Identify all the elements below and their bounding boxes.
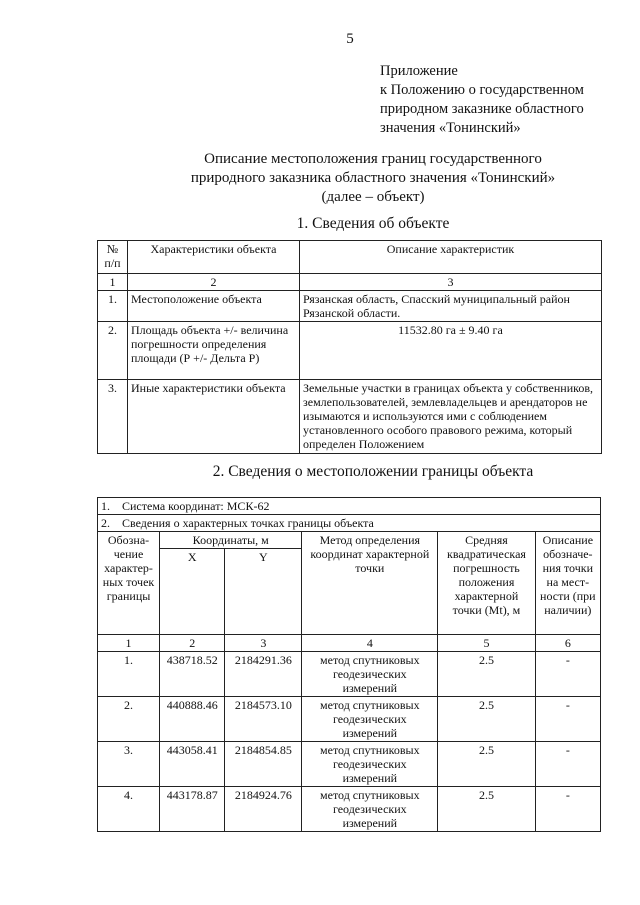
- title-line: природного заказника областного значения «Тонинский»: [190, 170, 556, 186]
- row-number: 2.: [98, 322, 128, 380]
- point-method: метод спутниковых геодезических измерений: [302, 652, 438, 697]
- point-method: метод спутниковых геодезических измерений: [302, 787, 438, 832]
- appendix-header: [380, 62, 584, 138]
- column-number: 6: [535, 635, 600, 652]
- header-coordinates: Координаты, м: [160, 532, 302, 549]
- section1-heading: 1. Сведения об объекте: [296, 215, 450, 232]
- point-y: 2184854.85: [225, 742, 302, 787]
- row-number: 1.: [98, 291, 128, 322]
- coordinate-system: Система координат: МСК-62: [122, 499, 270, 513]
- column-number: 3: [225, 635, 302, 652]
- column-number: 2: [160, 635, 225, 652]
- points-caption: Сведения о характерных точках границы объекта: [122, 516, 374, 530]
- title-line: Описание местоположения границ государственного: [204, 151, 542, 167]
- point-x: 438718.52: [160, 652, 225, 697]
- points-caption-row: [98, 515, 601, 532]
- point-id: 2.: [98, 697, 160, 742]
- header-point-description: Описание обозначе-ния точки на мест-ности (при наличии): [535, 532, 600, 635]
- point-x: 440888.46: [160, 697, 225, 742]
- point-method: метод спутниковых геодезических измерений: [302, 742, 438, 787]
- header-error: Средняя квадратическая погрешность положения характерной точки (Mt), м: [438, 532, 535, 635]
- column-number: 1: [98, 274, 128, 291]
- point-description: -: [535, 697, 600, 742]
- appendix-line: природном заказнике областного: [380, 101, 584, 117]
- appendix-line: к Положению о государственном: [380, 82, 584, 98]
- point-error: 2.5: [438, 652, 535, 697]
- header-method: Метод определения координат характерной точки: [302, 532, 438, 635]
- table-row: [98, 697, 601, 742]
- row-characteristic: Площадь объекта +/- величина погрешности определения площади (Р +/- Дельта Р): [128, 322, 300, 380]
- header-x: X: [160, 549, 225, 635]
- appendix-line: значения «Тонинский»: [380, 120, 521, 136]
- system-number: 1.: [101, 499, 110, 513]
- point-description: -: [535, 787, 600, 832]
- column-number-row: [98, 635, 601, 652]
- table-header-row: [98, 532, 601, 549]
- table-row: [98, 787, 601, 832]
- page-number: 5: [346, 31, 354, 47]
- row-characteristic: Иные характеристики объекта: [128, 380, 300, 454]
- column-number: 5: [438, 635, 535, 652]
- column-number: 2: [128, 274, 300, 291]
- appendix-line: Приложение: [380, 63, 458, 79]
- point-id: 1.: [98, 652, 160, 697]
- title-line: (далее – объект): [321, 189, 425, 205]
- table-row: [98, 742, 601, 787]
- point-error: 2.5: [438, 697, 535, 742]
- table-header-row: [98, 241, 602, 274]
- point-y: 2184291.36: [225, 652, 302, 697]
- point-method: метод спутниковых геодезических измерений: [302, 697, 438, 742]
- document-title: [0, 150, 640, 207]
- section2-heading: 2. Сведения о местоположении границы объекта: [212, 463, 534, 480]
- points-number: 2.: [101, 516, 110, 530]
- boundary-points-table: [97, 497, 601, 832]
- column-number-row: [98, 274, 602, 291]
- table-row: [98, 380, 602, 454]
- column-number: 1: [98, 635, 160, 652]
- point-id: 3.: [98, 742, 160, 787]
- row-characteristic: Местоположение объекта: [128, 291, 300, 322]
- row-number: 3.: [98, 380, 128, 454]
- point-id: 4.: [98, 787, 160, 832]
- row-description: 11532.80 га ± 9.40 га: [300, 322, 602, 380]
- point-error: 2.5: [438, 742, 535, 787]
- point-x: 443058.41: [160, 742, 225, 787]
- point-error: 2.5: [438, 787, 535, 832]
- header-designation: Обозна-чение характер-ных точек границы: [98, 532, 160, 635]
- header-characteristic: Характеристики объекта: [128, 241, 300, 274]
- table-row: [98, 291, 602, 322]
- header-num: № п/п: [98, 241, 128, 274]
- point-description: -: [535, 652, 600, 697]
- row-description: Рязанская область, Спасский муниципальный район Рязанской области.: [300, 291, 602, 322]
- point-y: 2184924.76: [225, 787, 302, 832]
- table-row: [98, 322, 602, 380]
- table-row: [98, 652, 601, 697]
- column-number: 3: [300, 274, 602, 291]
- point-y: 2184573.10: [225, 697, 302, 742]
- point-x: 443178.87: [160, 787, 225, 832]
- row-description: Земельные участки в границах объекта у собственников, землепользователей, землевладельцев и арендаторов не изымаются и используются ими с соблюдением установленного особого правового режима, который определен Положением: [300, 380, 602, 454]
- column-number: 4: [302, 635, 438, 652]
- header-description: Описание характеристик: [300, 241, 602, 274]
- coordinate-system-row: [98, 498, 601, 515]
- point-description: -: [535, 742, 600, 787]
- header-y: Y: [225, 549, 302, 635]
- object-info-table: [97, 240, 602, 454]
